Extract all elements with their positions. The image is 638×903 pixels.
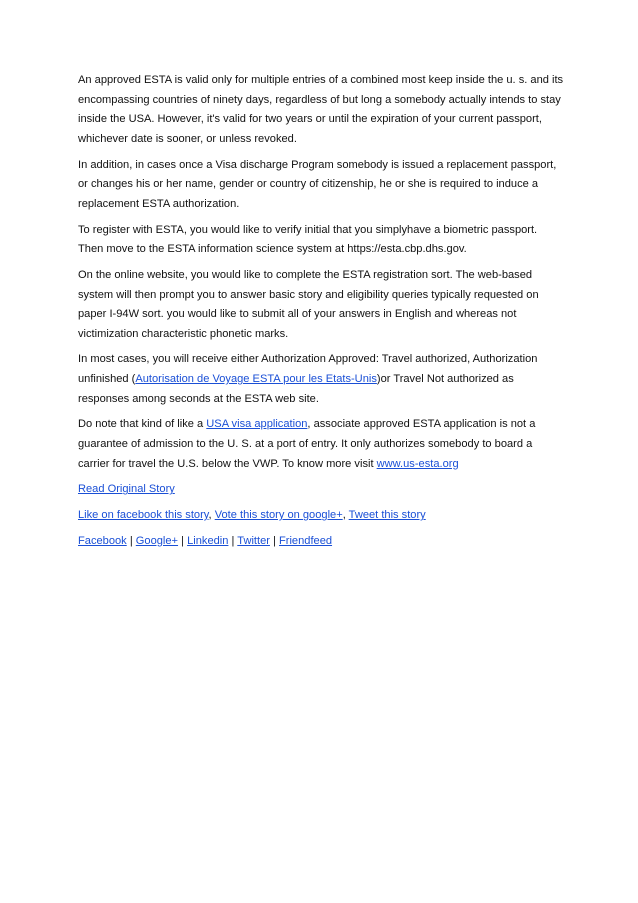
social-separator: |	[228, 534, 238, 547]
us-esta-website-link[interactable]: www.us-esta.org	[376, 457, 459, 470]
usa-visa-application-link[interactable]: USA visa application	[206, 418, 308, 431]
paragraph-responses	[78, 350, 564, 409]
paragraph-visa-note-text-middle: , associate approved ESTA application is not a guarantee of admission to the U. S. at a port of entry. It only authorizes somebody to board a carrier for travel the U.S. below the VWP. To know more visit	[78, 418, 536, 470]
paragraph-esta-validity: An approved ESTA is valid only for multiple entries of a combined most keep inside the u. s. and its encompassing countries of ninety days, regardless of but long a somebody actually intends to stay inside the USA. However, it's valid for two years or until the expiration of your current passport, whichever date is sooner, or unless revoked.	[78, 74, 564, 145]
read-original-row	[78, 480, 564, 500]
article-body	[78, 71, 564, 558]
paragraph-responses-text-end: )or Travel Not authorized as responses among seconds at the ESTA web site.	[78, 373, 514, 405]
paragraph-visa-note-text-start: Do note that kind of like a	[78, 418, 207, 431]
share-separator: ,	[208, 509, 215, 522]
social-separator: |	[178, 534, 188, 547]
read-original-story-link[interactable]: Read Original Story	[78, 483, 175, 496]
google-plus-link[interactable]: Google+	[135, 534, 179, 547]
autorisation-voyage-link[interactable]: Autorisation de Voyage ESTA pour les Etats-Unis	[135, 373, 377, 386]
linkedin-link[interactable]: Linkedin	[187, 534, 229, 547]
social-separator: |	[126, 534, 136, 547]
paragraph-register: To register with ESTA, you would like to verify initial that you simplyhave a biometric passport. Then move to the ESTA information science system at https://esta.cbp.dhs.gov.	[78, 223, 538, 256]
tweet-story-link[interactable]: Tweet this story	[348, 509, 426, 522]
vote-google-link[interactable]: Vote this story on google+	[214, 509, 343, 522]
social-separator: |	[269, 534, 279, 547]
paragraph-visa-note	[78, 415, 564, 474]
share-links-row	[78, 506, 564, 526]
like-facebook-link[interactable]: Like on facebook this story	[78, 509, 209, 522]
facebook-link[interactable]: Facebook	[78, 534, 127, 547]
paragraph-responses-text-start: In most cases, you will receive either Authorization Approved: Travel authorized, Authorization unfinished (	[78, 353, 538, 386]
social-links-row	[78, 532, 564, 552]
friendfeed-link[interactable]: Friendfeed	[279, 534, 333, 547]
twitter-link[interactable]: Twitter	[237, 534, 270, 547]
paragraph-replacement-passport: In addition, in cases once a Visa discharge Program somebody is issued a replacement passport, or changes his or her name, gender or country of citizenship, he or she is required to induce a replacement ESTA authorization.	[78, 158, 557, 210]
paragraph-online-website: On the online website, you would like to complete the ESTA registration sort. The web-based system will then prompt you to answer basic story and eligibility queries typically requested on paper I-94W sort. you would like to submit all of your answers in English and whereas not victimization characteristic phonetic marks.	[78, 268, 539, 340]
share-separator: ,	[342, 509, 349, 522]
